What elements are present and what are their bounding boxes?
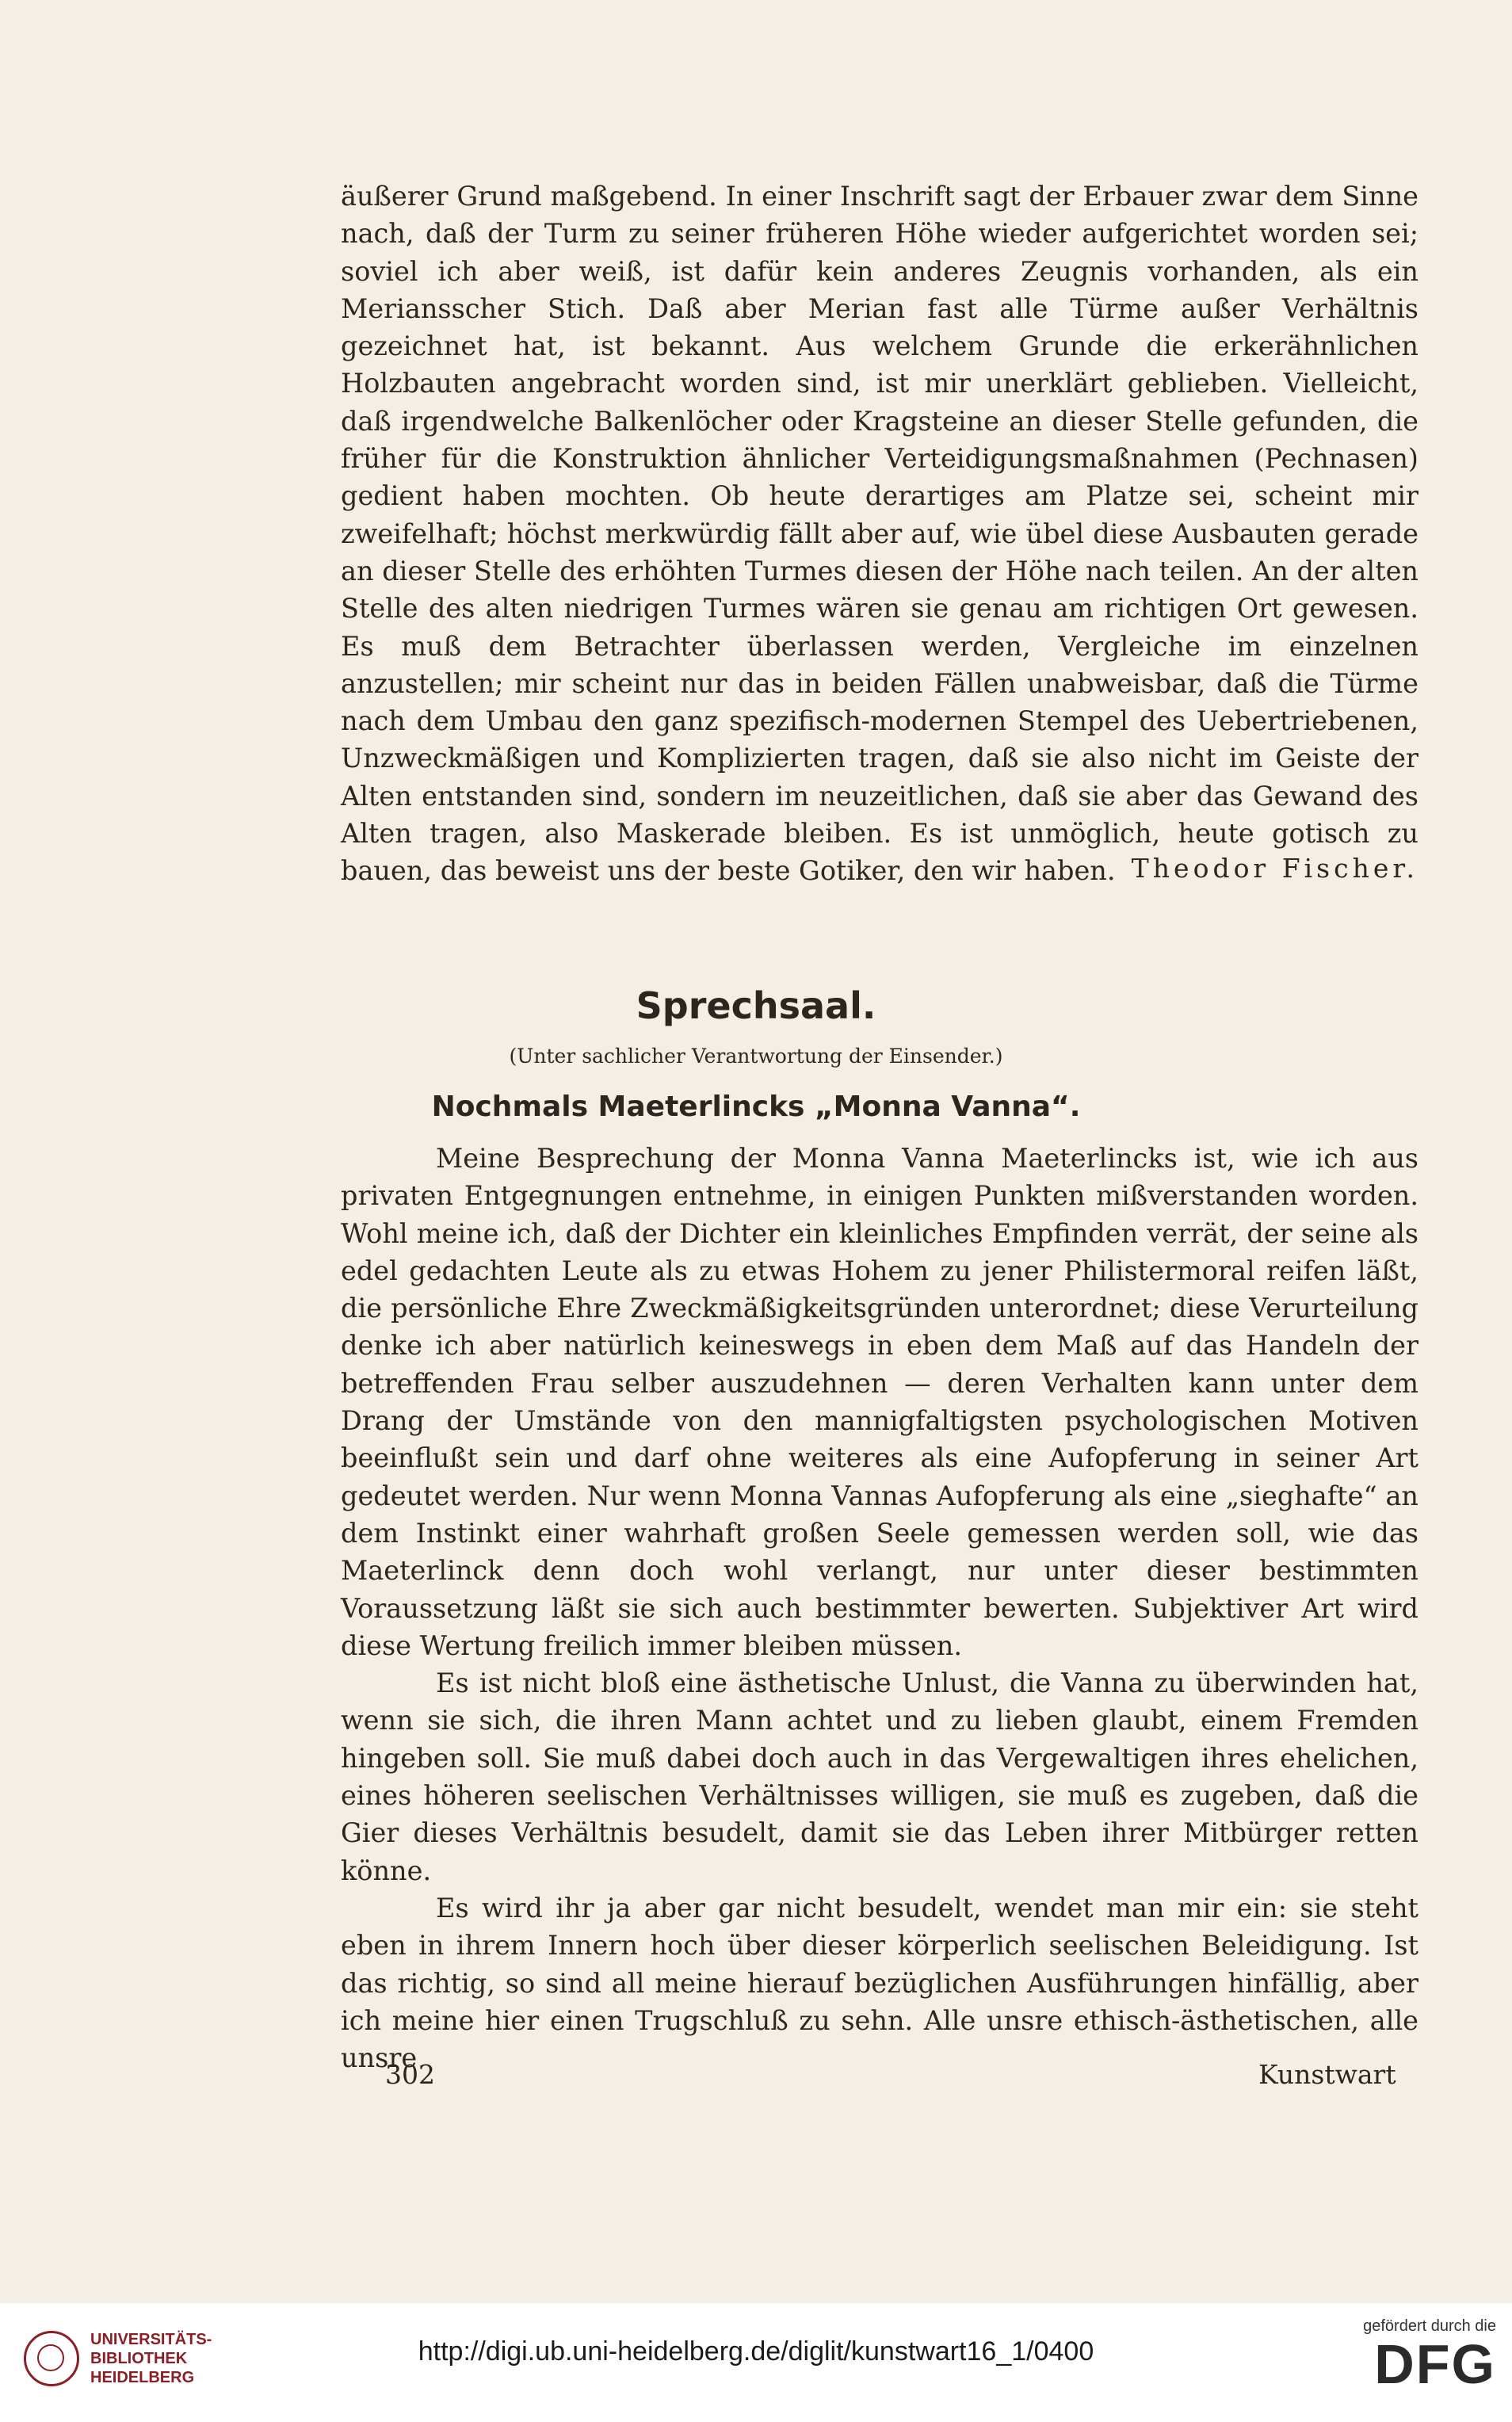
bottom-bar [0, 2303, 1512, 2422]
section-note: (Unter sachlicher Verantwortung der Einsender.) [509, 1045, 1003, 1068]
funder-note: gefördert durch die [1363, 2317, 1496, 2335]
article-body [341, 1140, 1418, 2076]
library-name: UNIVERSITÄTS- BIBLIOTHEK HEIDELBERG [90, 2331, 212, 2386]
signature: Theodor Fischer. [1131, 852, 1418, 884]
page-number: 302 [385, 2059, 435, 2090]
paragraph: Es wird ihr ja aber gar nicht besudelt, wendet man mir ein: sie steht eben in ihrem Innern hoch über dieser körperlich seelischen Beleidigung. Ist das richtig, so sind all meine hierauf bezüglichen Ausführungen hinfällig, aber ich meine hier einen Trugschluß zu sehn. Alle unsre ethisch-ästhetischen, alle unsre [341, 1892, 1418, 2074]
source-url[interactable]: http://digi.ub.uni-heidelberg.de/diglit/kunstwart16_1/0400 [418, 2336, 1094, 2367]
paragraph: äußerer Grund maßgebend. In einer Inschrift sagt der Erbauer zwar dem Sinne nach, daß der Turm zu seiner früheren Höhe wieder aufgerichtet worden sei; soviel ich aber weiß, ist dafür kein anderes Zeugnis vorhanden, als ein Meriansscher Stich. Daß aber Merian fast alle Türme außer Verhältnis gezeichnet hat, ist bekannt. Aus welchem Grunde die erkerähnlichen Holzbauten angebracht worden sind, ist mir unerklärt geblieben. Vielleicht, daß irgendwelche Balkenlöcher oder Kragsteine an dieser Stelle gefunden, die früher für die Konstruktion ähnlicher Verteidigungsmaßnahmen (Pechnasen) gedient haben mochten. Ob heute derartiges am Platze sei, scheint mir zweifelhaft; höchst merkwürdig fällt aber auf, wie übel diese Ausbauten gerade an dieser Stelle des erhöhten Turmes diesen der Höhe nach teilen. An der alten Stelle des alten niedrigen Turmes wären sie genau am richtigen Ort gewesen. Es muß dem Betrachter überlassen werden, Vergleiche im einzelnen anzustellen; mir scheint nur das in beiden Fällen unabweisbar, daß die Türme nach dem Umbau den ganz spezifisch-modernen Stempel des Uebertriebenen, Unzweckmäßigen und Komplizierten tragen, daß sie also nicht im Geiste der Alten entstanden sind, sondern im neuzeitlichen, daß sie aber das Gewand des Alten tragen, also Maskerade bleiben. Es ist unmöglich, heute gotisch zu bauen, das beweist uns der beste Gotiker, den wir haben. [341, 181, 1418, 887]
journal-name: Kunstwart [1258, 2059, 1396, 2090]
funder-name: DFG [1374, 2333, 1496, 2395]
paragraph: Meine Besprechung der Monna Vanna Maeterlincks ist, wie ich aus privaten Entgegnungen entnehme, in einigen Punkten mißverstanden worden. Wohl meine ich, daß der Dichter ein kleinliches Empfinden verrät, der seine als edel gedachten Leute als zu etwas Hohem zu jener Philistermoral reifen läßt, die persönliche Ehre Zweckmäßigkeitsgründen unterordnet; diese Verurteilung denke ich aber natürlich keineswegs in eben dem Maß auf das Handeln der betreffenden Frau selber auszudehnen — deren Verhalten kann unter dem Drang der Umstände von den mannigfaltigsten psychologischen Motiven beeinflußt sein und darf ohne weiteres als eine Aufopferung in seiner Art gedeutet werden. Nur wenn Monna Vannas Aufopferung als eine „sieghafte“ an dem Instinkt einer wahrhaft großen Seele gemessen werden soll, wie das Maeterlinck denn doch wohl verlangt, nur unter dieser bestimmten Voraussetzung läßt sie sich auch bestimmter bewerten. Subjektiver Art wird diese Wertung freilich immer bleiben müssen. [341, 1143, 1418, 1661]
funder-logo[interactable] [1363, 2317, 1496, 2393]
section-title: Sprechsaal. [636, 984, 876, 1027]
article-top [341, 178, 1418, 887]
article-title: Nochmals Maeterlincks „Monna Vanna“. [431, 1091, 1081, 1123]
paragraph: Es ist nicht bloß eine ästhetische Unlust, die Vanna zu überwinden hat, wenn sie sich, die ihren Mann achtet und zu lieben glaubt, einem Fremden hingeben soll. Sie muß dabei doch auch in das Vergewaltigen ihres ehelichen, eines höheren seelischen Verhältnisses willigen, sie muß es zugeben, daß die Gier dieses Verhältnis besudelt, damit sie das Leben ihrer Mitbürger retten könne. [341, 1668, 1418, 1886]
